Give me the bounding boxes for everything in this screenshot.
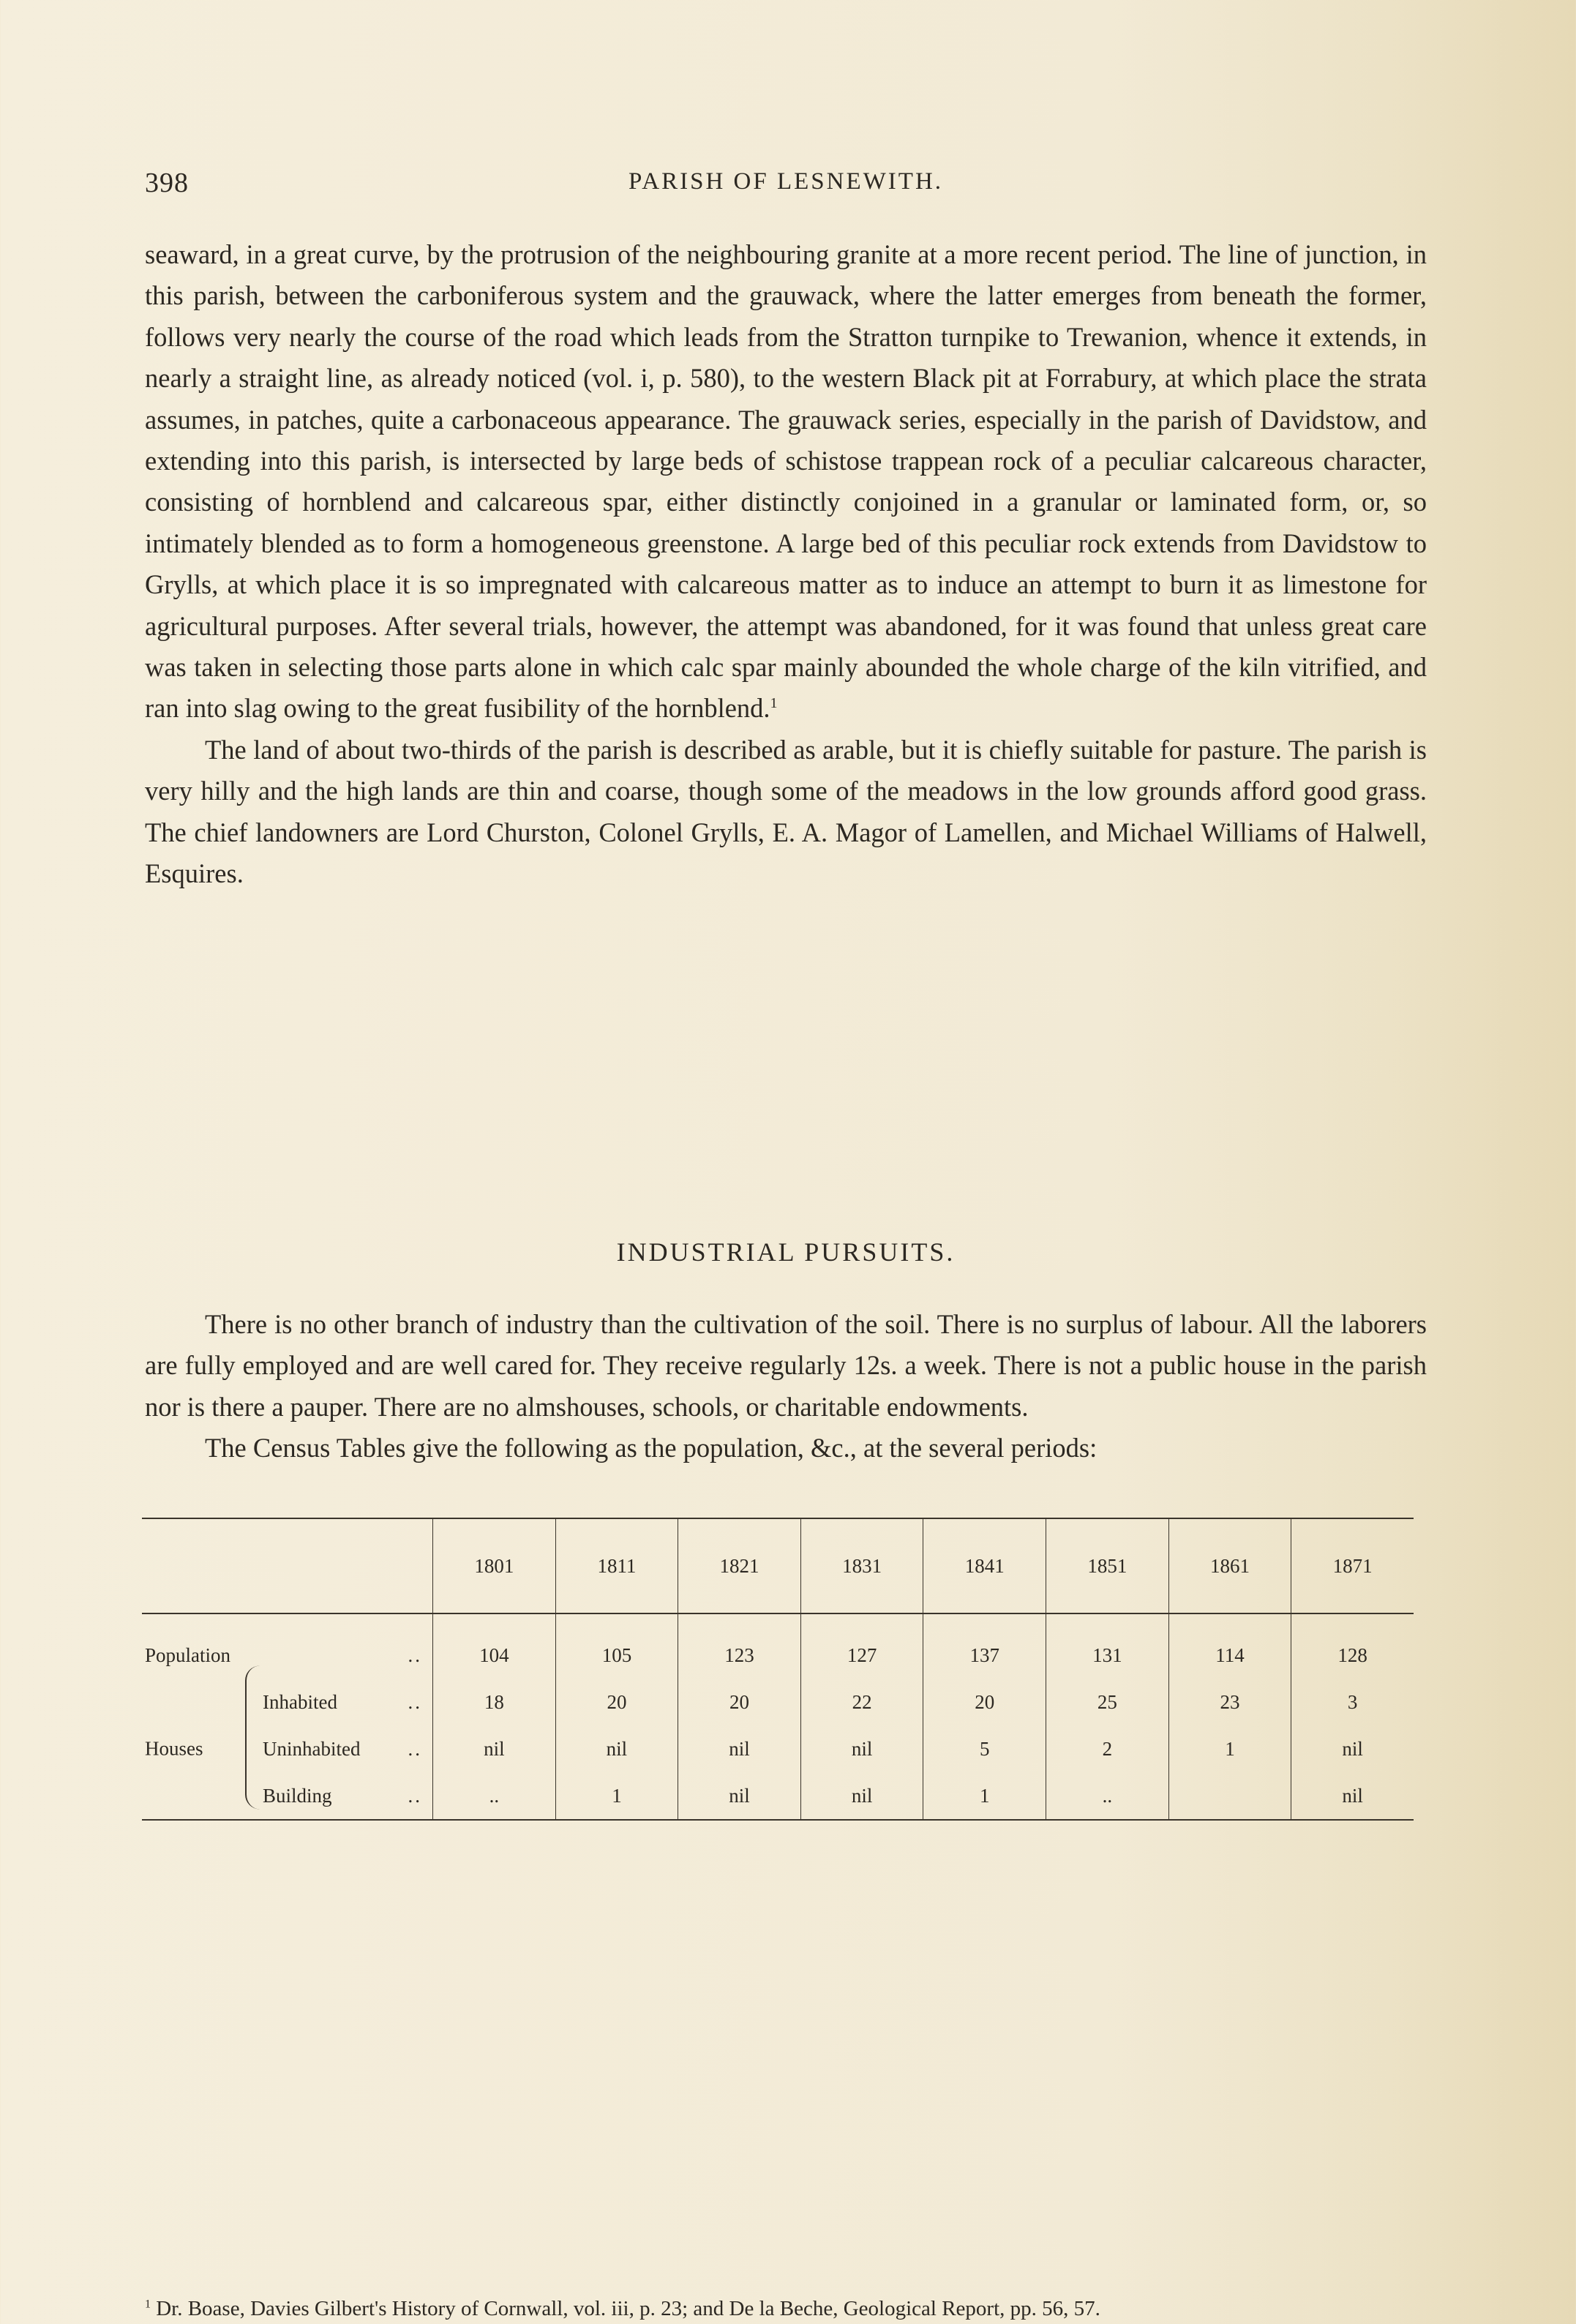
table-row — [142, 1725, 1414, 1772]
year-header: 1821 — [678, 1518, 801, 1613]
row-label: Uninhabited — [263, 1737, 361, 1760]
table-cell: .. — [1046, 1772, 1169, 1820]
table-cell: nil — [678, 1725, 801, 1772]
table-cell: .. — [433, 1772, 556, 1820]
houses-group — [145, 1738, 203, 1761]
paragraph-geology — [145, 234, 1427, 730]
footnote-text: Dr. Boase, Davies Gilbert's History of Cornwall, vol. iii, p. 23; and De la Beche, Geological Report, pp. 56, 57. — [156, 2297, 1100, 2320]
table-row — [142, 1679, 1414, 1725]
leader-dots: .. — [408, 1784, 423, 1807]
industry-section — [145, 1304, 1427, 1469]
geology-section — [145, 234, 1427, 895]
table-cell: 128 — [1291, 1613, 1414, 1679]
row-label-cell — [142, 1679, 433, 1725]
section-heading: INDUSTRIAL PURSUITS. — [616, 1237, 956, 1267]
table-cell: 23 — [1168, 1679, 1291, 1725]
leader-dots: .. — [408, 1643, 423, 1666]
table-cell: 22 — [800, 1679, 923, 1725]
footnote — [145, 2293, 1427, 2324]
leader-dots: .. — [408, 1737, 423, 1760]
table-cell: 104 — [433, 1613, 556, 1679]
table-cell: nil — [800, 1725, 923, 1772]
row-label: Building — [263, 1784, 332, 1807]
paragraph-text: seaward, in a great curve, by the protrusion of the neighbouring granite at a more recent period. The line of junction, in this parish, between the carboniferous system and the grauwack, where the latter emerges from beneath the former, follows very nearly the course of the road which leads from the Stratton turnpike to Trewanion, whence it extends, in nearly a straight line, as already noticed (vol. i, p. 580), to the western Black pit at Forrabury, at which place the strata assumes, in patches, quite a carbonaceous appearance. The grauwack series, especially in the parish of Davidstow, and extending into this parish, is intersected by large beds of schistose trappean rock of a peculiar calcareous character, consisting of hornblend and calcareous spar, either distinctly conjoined in a granular or laminated form, or, so intimately blended as to form a homogeneous greenstone. A large bed of this peculiar rock extends from Davidstow to Grylls, at which place it is so impregnated with calcareous matter as to induce an attempt to burn it as limestone for agricultural purposes. After several trials, however, the attempt was abandoned, for it was found that unless great care was taken in selecting those parts alone in which calc spar mainly abounded the whole charge of the kiln vitrified, and ran into slag owing to the great fusibility of the hornblend. — [145, 239, 1427, 724]
year-header: 1801 — [433, 1518, 556, 1613]
table-cell: nil — [800, 1772, 923, 1820]
row-label-cell — [142, 1725, 433, 1772]
year-header: 1851 — [1046, 1518, 1169, 1613]
table-cell: 105 — [555, 1613, 678, 1679]
paragraph-land: The land of about two-thirds of the parish is described as arable, but it is chiefly suitable for pasture. The parish is very hilly and the high lands are thin and coarse, though some of the meadows in the low grounds afford good grass. The chief landowners are Lord Churston, Colonel Grylls, E. A. Magor of Lamellen, and Michael Williams of Halwell, Esquires. — [145, 734, 1427, 889]
year-header: 1841 — [923, 1518, 1046, 1613]
year-header: 1861 — [1168, 1518, 1291, 1613]
table-cell: 2 — [1046, 1725, 1169, 1772]
census-table — [142, 1518, 1414, 1821]
table-cell: 20 — [678, 1679, 801, 1725]
row-label-cell — [142, 1772, 433, 1820]
paragraph-census-intro: The Census Tables give the following as the population, &c., at the several periods: — [205, 1433, 1097, 1463]
table-cell: 127 — [800, 1613, 923, 1679]
table-cell: 1 — [1168, 1725, 1291, 1772]
table-cell: 131 — [1046, 1613, 1169, 1679]
row-label-cell — [142, 1613, 433, 1679]
table-row — [142, 1613, 1414, 1679]
leader-dots: .. — [408, 1690, 423, 1713]
table-cell: nil — [433, 1725, 556, 1772]
table-cell: 3 — [1291, 1679, 1414, 1725]
table-cell: 5 — [923, 1725, 1046, 1772]
table-cell: 20 — [555, 1679, 678, 1725]
page-number: 398 — [145, 168, 189, 198]
year-header: 1871 — [1291, 1518, 1414, 1613]
paragraph-industry: There is no other branch of industry than the cultivation of the soil. There is no surplus of labour. All the laborers are fully employed and are well cared for. They receive regularly 12s. a week. There is not a public house in the parish nor is there a pauper. There are no almshouses, schools, or charitable endowments. — [145, 1309, 1427, 1422]
table-cell: 123 — [678, 1613, 801, 1679]
table-cell: 1 — [555, 1772, 678, 1820]
table-row — [142, 1772, 1414, 1820]
footnote-marker: 1 — [145, 2298, 151, 2311]
table-cell: 1 — [923, 1772, 1046, 1820]
header-blank-cell — [142, 1518, 433, 1613]
table-cell: 25 — [1046, 1679, 1169, 1725]
year-header: 1831 — [800, 1518, 923, 1613]
table-cell — [1168, 1772, 1291, 1820]
table-cell: nil — [555, 1725, 678, 1772]
footnote-reference: 1 — [770, 695, 778, 712]
table-cell: 137 — [923, 1613, 1046, 1679]
running-title: PARISH OF LESNEWITH. — [628, 168, 944, 195]
table-cell: nil — [678, 1772, 801, 1820]
table-cell: nil — [1291, 1772, 1414, 1820]
page-header — [145, 167, 1427, 203]
table-cell: 114 — [1168, 1613, 1291, 1679]
houses-label: Houses — [145, 1737, 203, 1760]
table-header-row — [142, 1518, 1414, 1613]
row-label: Inhabited — [263, 1690, 337, 1713]
table-cell: nil — [1291, 1725, 1414, 1772]
table-cell: 18 — [433, 1679, 556, 1725]
year-header: 1811 — [555, 1518, 678, 1613]
row-label: Population — [145, 1643, 231, 1666]
table-cell: 20 — [923, 1679, 1046, 1725]
